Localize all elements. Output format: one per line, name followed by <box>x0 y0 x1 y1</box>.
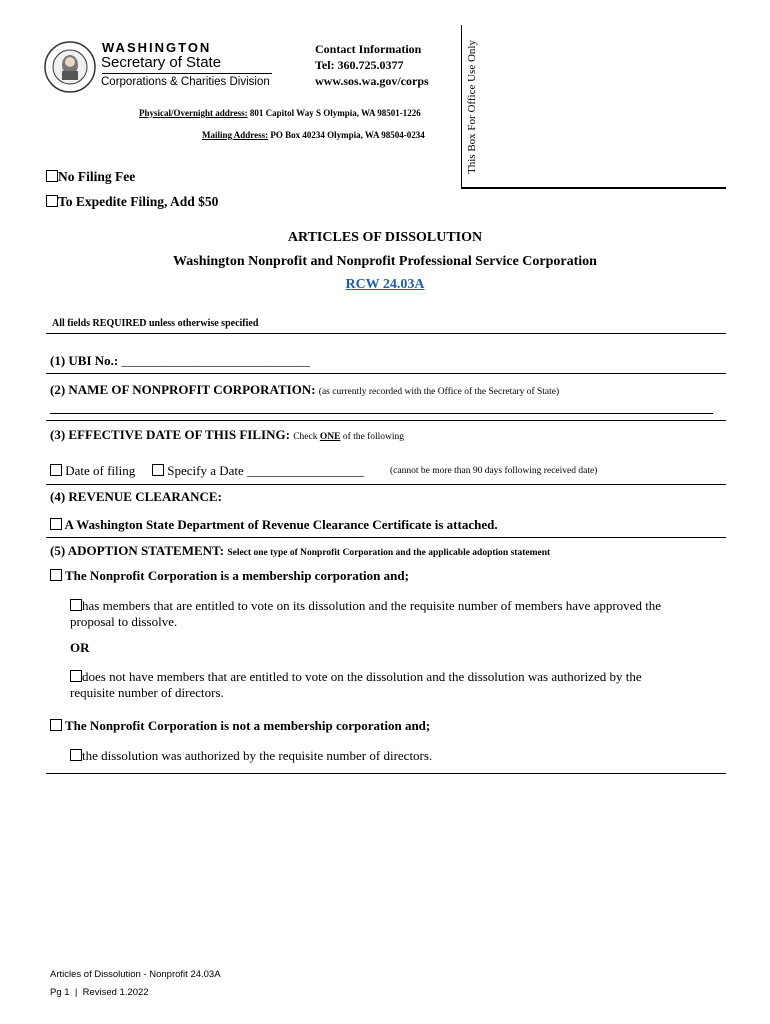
divider-2 <box>46 373 726 374</box>
divider-5 <box>46 537 726 538</box>
physical-address-label: Physical/Overnight address: <box>139 108 248 118</box>
no-filing-fee-checkbox[interactable] <box>46 170 58 182</box>
specify-date-label[interactable]: Specify a Date __________________ <box>167 463 365 478</box>
membership-sub1-checkbox[interactable] <box>70 599 82 611</box>
non-membership-checkbox[interactable] <box>50 719 62 731</box>
name-label: (2) NAME OF NONPROFIT CORPORATION: <box>50 382 316 397</box>
contact-web[interactable]: www.sos.wa.gov/corps <box>315 74 429 88</box>
adoption-label: (5) ADOPTION STATEMENT: <box>50 543 225 558</box>
expedite-label: To Expedite Filing, Add $50 <box>58 194 219 209</box>
non-membership-sub-text: the dissolution was authorized by the requisite number of directors. <box>82 748 433 763</box>
membership-sub2-text-l1: does not have members that are entitled to vote on the dissolution and the dissolution was authorized by the <box>82 669 642 684</box>
membership-sub2-text-l2: requisite number of directors. <box>70 685 224 700</box>
non-membership-sub-checkbox[interactable] <box>70 749 82 761</box>
specify-date-checkbox[interactable] <box>152 464 164 476</box>
effective-date-field <box>50 427 404 443</box>
form-subtitle: Washington Nonprofit and Nonprofit Professional Service Corporation <box>173 254 597 269</box>
divider-6 <box>46 773 726 774</box>
adoption-note: Select one type of Nonprofit Corporation and the applicable adoption statement <box>227 548 551 558</box>
divider-1 <box>46 333 726 334</box>
name-field <box>50 382 559 398</box>
physical-address <box>139 108 421 118</box>
office-use-box-label: This Box For Office Use Only <box>466 40 478 174</box>
effective-date-note-post: of the following <box>342 432 405 442</box>
required-note: All fields REQUIRED unless otherwise specified <box>52 318 259 329</box>
org-divider <box>102 73 272 74</box>
contact-tel: Tel: 360.725.0377 <box>315 58 404 72</box>
rcw-link[interactable]: RCW 24.03A <box>345 277 425 292</box>
membership-option <box>50 568 409 584</box>
revenue-clearance-label: (4) REVENUE CLEARANCE: <box>50 489 222 504</box>
divider-4 <box>46 484 726 485</box>
non-membership-sub-option <box>70 748 432 764</box>
mailing-address-label: Mailing Address: <box>202 130 269 140</box>
or-label: OR <box>70 640 90 655</box>
org-name: WASHINGTON <box>102 40 212 55</box>
mailing-address-value: PO Box 40234 Olympia, WA 98504-0234 <box>270 130 425 140</box>
org-subtitle: Secretary of State <box>101 54 222 71</box>
ubi-field <box>50 353 310 369</box>
membership-sub1-text-l1: has members that are entitled to vote on its dissolution and the requisite number of members have approved the <box>82 598 662 613</box>
date-of-filing-label: Date of filing <box>65 463 136 478</box>
expedite-option <box>46 194 218 210</box>
ubi-input[interactable]: _____________________________ <box>121 353 310 368</box>
ubi-label: (1) UBI No.: <box>50 353 119 368</box>
membership-label: The Nonprofit Corporation is a membership corporation and; <box>65 568 409 583</box>
revenue-clearance-checkbox[interactable] <box>50 518 62 530</box>
contact-title: Contact Information <box>315 42 422 56</box>
footer-doc-title: Articles of Dissolution - Nonprofit 24.03A <box>50 969 221 980</box>
office-use-box-left-border <box>461 25 462 187</box>
membership-sub1-option <box>70 598 720 630</box>
physical-address-value: 801 Capitol Way S Olympia, WA 98501-1226 <box>249 108 421 118</box>
office-use-box-bottom-border <box>461 187 726 189</box>
non-membership-label: The Nonprofit Corporation is not a membership corporation and; <box>65 718 431 733</box>
org-division: Corporations & Charities Division <box>101 76 270 88</box>
membership-sub2-checkbox[interactable] <box>70 670 82 682</box>
effective-date-label: (3) EFFECTIVE DATE OF THIS FILING: <box>50 427 290 442</box>
membership-checkbox[interactable] <box>50 569 62 581</box>
effective-date-note-one: ONE <box>319 432 341 442</box>
state-seal-icon <box>44 41 96 93</box>
adoption-field <box>50 543 550 559</box>
date-of-filing-option <box>50 463 135 479</box>
form-title: ARTICLES OF DISSOLUTION <box>287 230 483 245</box>
revenue-clearance-option <box>50 517 498 533</box>
name-input-line[interactable] <box>50 413 713 414</box>
no-filing-fee-label: No Filing Fee <box>58 169 136 184</box>
expedite-checkbox[interactable] <box>46 195 58 207</box>
mailing-address <box>202 130 425 140</box>
revenue-clearance-text: A Washington State Department of Revenue Clearance Certificate is attached. <box>64 517 498 532</box>
non-membership-option <box>50 718 430 734</box>
specify-date-option <box>152 463 364 479</box>
divider-3 <box>46 420 726 421</box>
date-of-filing-checkbox[interactable] <box>50 464 62 476</box>
effective-date-note-pre: Check <box>293 432 318 442</box>
effective-date-note <box>293 432 404 442</box>
no-filing-fee-option <box>46 169 135 185</box>
specify-date-note: (cannot be more than 90 days following received date) <box>390 466 598 476</box>
membership-sub1-text-l2: proposal to dissolve. <box>70 614 178 629</box>
name-note: (as currently recorded with the Office of the Secretary of State) <box>318 387 560 397</box>
footer-page-info: Pg 1 | Revised 1.2022 <box>50 987 149 998</box>
membership-sub2-option <box>70 669 720 701</box>
